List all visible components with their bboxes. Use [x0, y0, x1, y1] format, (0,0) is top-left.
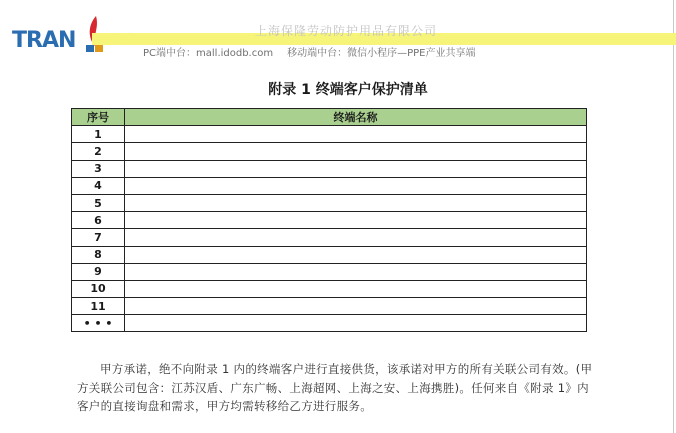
terminal-name-cell[interactable]: [125, 246, 587, 263]
page-edge: [673, 0, 674, 433]
table-row: [72, 143, 587, 160]
row-number: • • •: [72, 315, 125, 332]
terminal-name-cell[interactable]: [125, 126, 587, 143]
terminal-name-cell[interactable]: [125, 177, 587, 194]
table-row: [72, 160, 587, 177]
logo-text: TRAN: [12, 28, 76, 53]
platform-info: [143, 48, 475, 60]
row-number: 1: [72, 126, 125, 143]
table-row: [72, 298, 587, 315]
table-header-row: [72, 109, 587, 126]
column-header-number: 序号: [72, 109, 125, 126]
row-number: 11: [72, 298, 125, 315]
terminal-name-cell[interactable]: [125, 280, 587, 297]
terminal-name-cell[interactable]: [125, 298, 587, 315]
row-number: 5: [72, 194, 125, 211]
row-number: 8: [72, 246, 125, 263]
terminal-name-cell[interactable]: [125, 315, 587, 332]
row-number: 2: [72, 143, 125, 160]
table-row: [72, 229, 587, 246]
document-title: 附录 1 终端客户保护清单: [268, 82, 428, 98]
row-number: 3: [72, 160, 125, 177]
pc-platform: PC端中台：mall.idodb.com: [143, 48, 274, 59]
row-number: 7: [72, 229, 125, 246]
row-number: 9: [72, 263, 125, 280]
terminal-name-cell[interactable]: [125, 160, 587, 177]
row-number: 10: [72, 280, 125, 297]
terminal-name-cell[interactable]: [125, 212, 587, 229]
table-row: [72, 126, 587, 143]
table-row: [72, 194, 587, 211]
table-row: [72, 246, 587, 263]
table-row: [72, 315, 587, 332]
table-row: [72, 177, 587, 194]
terminal-name-cell[interactable]: [125, 143, 587, 160]
table-row: [72, 263, 587, 280]
row-number: 6: [72, 212, 125, 229]
column-header-terminal-name: 终端名称: [125, 109, 587, 126]
terminal-name-cell[interactable]: [125, 229, 587, 246]
company-name: 上海保隆劳动防护用品有限公司: [255, 24, 438, 38]
table-row: [72, 280, 587, 297]
mobile-platform: 移动端中台：微信小程序—PPE产业共享端: [287, 48, 476, 59]
terminal-name-cell[interactable]: [125, 194, 587, 211]
table-row: [72, 212, 587, 229]
terminal-name-cell[interactable]: [125, 263, 587, 280]
row-number: 4: [72, 177, 125, 194]
commitment-paragraph: 甲方承诺，绝不向附录 1 内的终端客户进行直接供货，该承诺对甲方的所有关联公司有效。(甲方关联公司包含：江苏汉盾、广东广畅、上海超网、上海之安、上海携胜)。任何来自《附录 1》内客户的直接询盘和需求，甲方均需转移给乙方进行服务。: [77, 362, 593, 413]
client-protection-table: [71, 108, 587, 332]
